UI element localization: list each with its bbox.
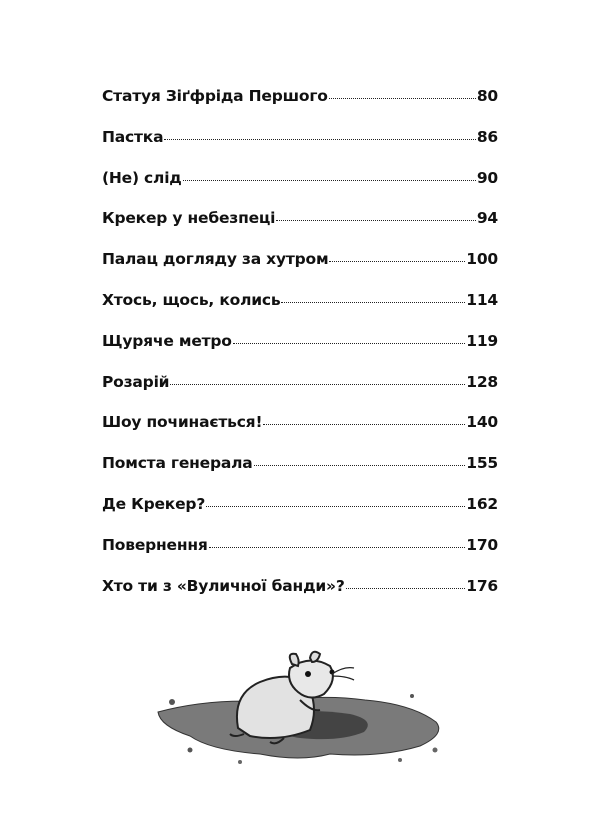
toc-dot-leader	[209, 547, 466, 548]
toc-entry-title: Де Крекер?	[102, 494, 206, 513]
toc-entry	[102, 87, 498, 128]
toc-entry-page: 170	[466, 535, 498, 554]
toc-entry-page: 86	[476, 127, 498, 146]
toc-entry-title: Розарій	[102, 372, 170, 391]
toc-dot-leader	[206, 506, 465, 507]
toc-entry	[102, 250, 498, 291]
toc-entry-title: Палац догляду за хутром	[102, 250, 329, 269]
toc-entry-title: Пастка	[102, 127, 164, 146]
table-of-contents	[102, 87, 498, 617]
toc-dot-leader	[170, 384, 465, 385]
toc-entry-page: 128	[466, 372, 498, 391]
toc-dot-leader	[254, 465, 466, 466]
toc-entry	[102, 495, 498, 536]
toc-entry-title: Хто ти з «Вуличної банди»?	[102, 576, 345, 595]
toc-entry-title: Щуряче метро	[102, 331, 232, 350]
toc-dot-leader	[329, 261, 465, 262]
toc-dot-leader	[276, 220, 476, 221]
rat-in-puddle-illustration	[150, 650, 450, 770]
toc-entry-page: 176	[466, 576, 498, 595]
toc-entry	[102, 577, 498, 618]
toc-entry-title: Хтось, щось, колись	[102, 290, 281, 309]
toc-entry	[102, 536, 498, 577]
toc-entry	[102, 291, 498, 332]
toc-entry-page: 155	[466, 454, 498, 473]
toc-entry	[102, 373, 498, 414]
toc-dot-leader	[263, 424, 465, 425]
toc-entry-title: Повернення	[102, 535, 208, 554]
toc-entry-title: Шоу починається!	[102, 413, 263, 432]
toc-entry-title: (Не) слід	[102, 168, 182, 187]
toc-dot-leader	[281, 302, 465, 303]
toc-entry	[102, 332, 498, 373]
toc-entry-title: Помста генерала	[102, 454, 253, 473]
toc-dot-leader	[329, 98, 476, 99]
toc-entry	[102, 413, 498, 454]
toc-entry-title: Крекер у небезпеці	[102, 209, 276, 228]
toc-entry-page: 114	[466, 290, 498, 309]
toc-dot-leader	[183, 180, 476, 181]
toc-entry-page: 140	[466, 413, 498, 432]
toc-entry	[102, 128, 498, 169]
toc-entry	[102, 209, 498, 250]
toc-dot-leader	[346, 588, 466, 589]
toc-entry-page: 119	[466, 331, 498, 350]
toc-entry	[102, 169, 498, 210]
toc-entry-page: 100	[466, 250, 498, 269]
toc-entry-title: Статуя Зіґфріда Першого	[102, 87, 328, 105]
toc-entry-page: 90	[476, 168, 498, 187]
toc-dot-leader	[233, 343, 465, 344]
toc-dot-leader	[164, 139, 475, 140]
toc-entry-page: 94	[476, 209, 498, 228]
toc-entry-page: 80	[476, 87, 498, 105]
toc-entry-page: 162	[466, 494, 498, 513]
toc-entry	[102, 454, 498, 495]
